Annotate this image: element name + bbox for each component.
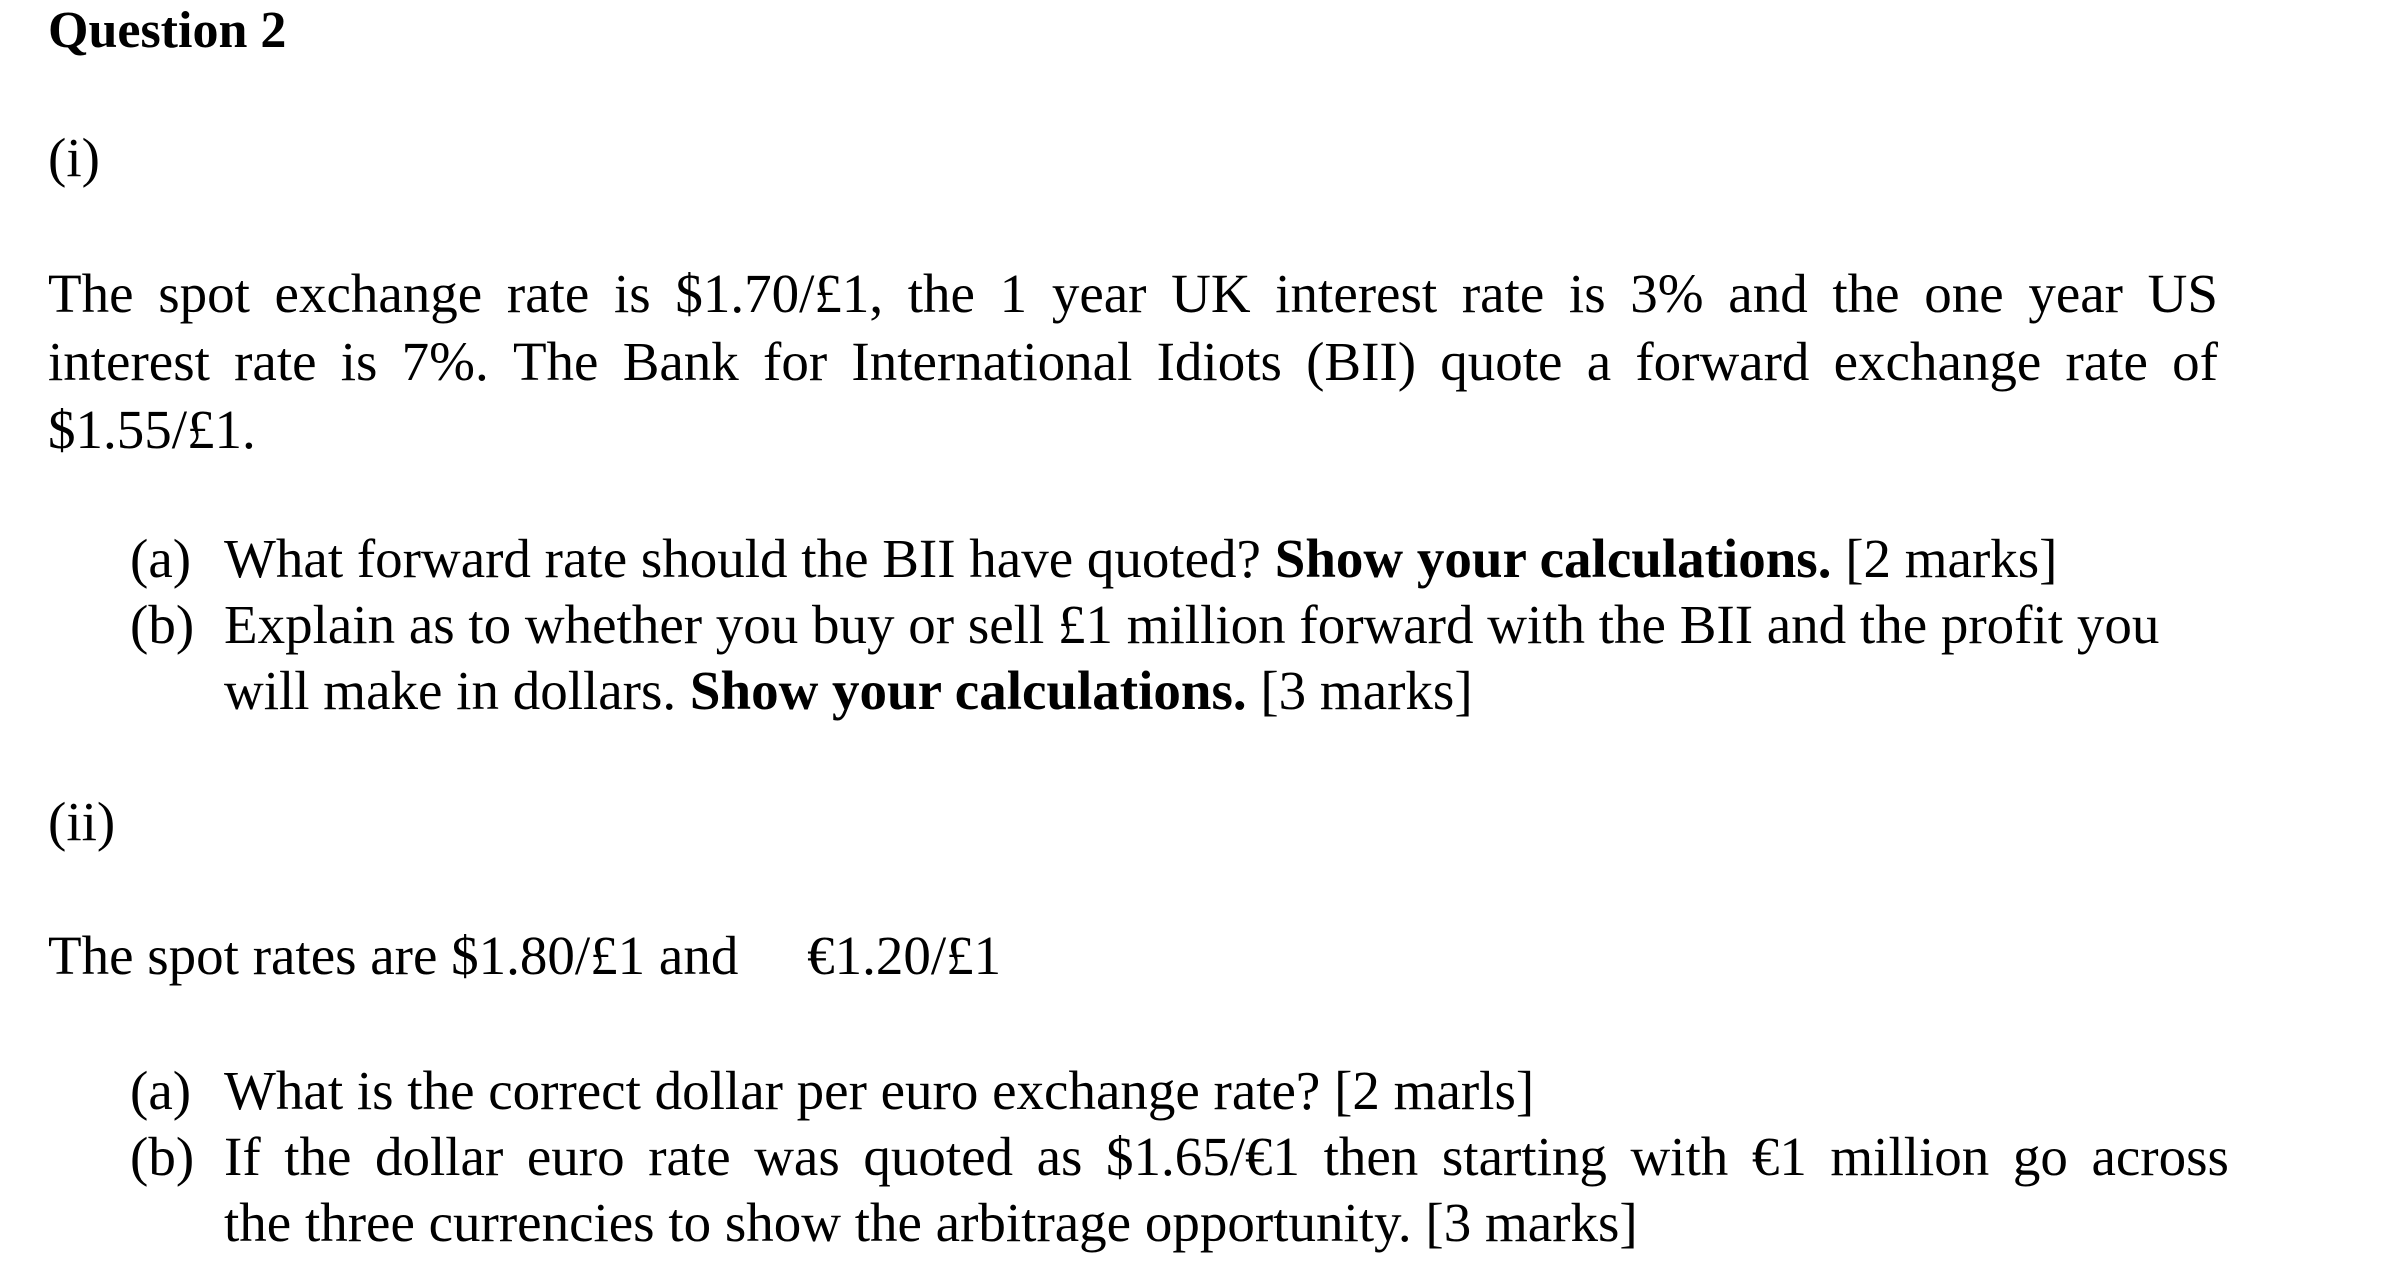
word: 1 [999, 263, 1028, 324]
word: million [1830, 1126, 1990, 1187]
part-i-question-a [130, 526, 2230, 592]
word: of [2172, 331, 2218, 392]
word: dollar [375, 1126, 504, 1187]
part-i-paragraph [48, 260, 2218, 464]
word: year [1051, 263, 1147, 324]
word: rate [506, 263, 590, 324]
word: then [1323, 1126, 1419, 1187]
word: rate [2065, 331, 2148, 392]
part-i-paragraph-line-1 [48, 260, 2218, 328]
word: a [1586, 331, 1612, 392]
word: go [2012, 1126, 2068, 1187]
word: one [1924, 263, 2004, 324]
word: US [2147, 263, 2218, 324]
word: the [1832, 263, 1900, 324]
word: €1 [1751, 1126, 1807, 1187]
question-marker: (b) [130, 594, 195, 655]
question-text-line-1 [224, 1124, 2229, 1190]
word: UK [1171, 263, 1251, 324]
question-marker: (b) [130, 1126, 195, 1187]
word: spot [158, 263, 250, 324]
word: rate [1461, 263, 1545, 324]
word: International [851, 331, 1133, 392]
word: is [1568, 263, 1606, 324]
word: rate [234, 331, 317, 392]
question-text: What is the correct dollar per euro exchange rate? [2 marls] [224, 1060, 1535, 1121]
word: interest [48, 331, 210, 392]
word: 7%. [401, 331, 489, 392]
question-text-line-2: the three currencies to show the arbitrage opportunity. [3 marks] [224, 1192, 1638, 1253]
question-title: Question 2 [48, 2, 287, 59]
question-text-line-2 [224, 658, 2230, 724]
word: the [284, 1126, 352, 1187]
question-marks: [2 marks] [1831, 528, 2058, 589]
question-text-plain: What forward rate should the BII have quoted? [224, 528, 1275, 589]
question-text-bold: Show your calculations. [689, 660, 1247, 721]
word: 3% [1630, 263, 1704, 324]
word: is [613, 263, 651, 324]
word: The [512, 331, 599, 392]
word: exchange [274, 263, 483, 324]
word: If [224, 1126, 261, 1187]
word: quote [1440, 331, 1563, 392]
part-i-paragraph-line-3: $1.55/£1. [48, 399, 256, 460]
word: is [340, 331, 378, 392]
word: rate [648, 1126, 731, 1187]
word: $1.70/£1, [675, 263, 884, 324]
word: was [754, 1126, 840, 1187]
word: exchange [1833, 331, 2042, 392]
question-text-plain: will make in dollars. [224, 660, 690, 721]
part-ii-paragraph [48, 922, 2218, 990]
question-marker: (a) [130, 528, 192, 589]
word: as [1036, 1126, 1083, 1187]
word: and [1728, 263, 1808, 324]
part-ii-label: (ii) [48, 791, 116, 852]
question-text-bold: Show your calculations. [1274, 528, 1832, 589]
word: interest [1275, 263, 1438, 324]
question-marker: (a) [130, 1060, 192, 1121]
part-ii-question-b [130, 1124, 2230, 1256]
question-marks: [3 marks] [1246, 660, 1473, 721]
question-text-line-1: Explain as to whether you buy or sell £1 million forward with the BII and the profit you [224, 594, 2160, 655]
part-i-paragraph-line-2 [48, 328, 2218, 396]
word: quoted [863, 1126, 1014, 1187]
word: euro [526, 1126, 625, 1187]
word: starting [1441, 1126, 1607, 1187]
question-text [224, 526, 2230, 592]
word: (BII) [1306, 331, 1417, 392]
word: with [1630, 1126, 1729, 1187]
word: for [763, 331, 828, 392]
part-i-label: (i) [48, 127, 100, 188]
word: year [2028, 263, 2123, 324]
word: $1.65/€1 [1106, 1126, 1301, 1187]
word: forward [1635, 331, 1810, 392]
word: the [907, 263, 975, 324]
part-i-question-b [130, 592, 2230, 724]
part-ii-paragraph-line: The spot rates are $1.80/£1 and €1.20/£1 [48, 925, 1002, 986]
word: Bank [622, 331, 739, 392]
word: Idiots [1156, 331, 1282, 392]
word: across [2091, 1126, 2229, 1187]
part-i-questions [130, 526, 2230, 724]
word: The [48, 263, 134, 324]
part-ii-questions [130, 1058, 2230, 1256]
part-ii-question-a [130, 1058, 2230, 1124]
